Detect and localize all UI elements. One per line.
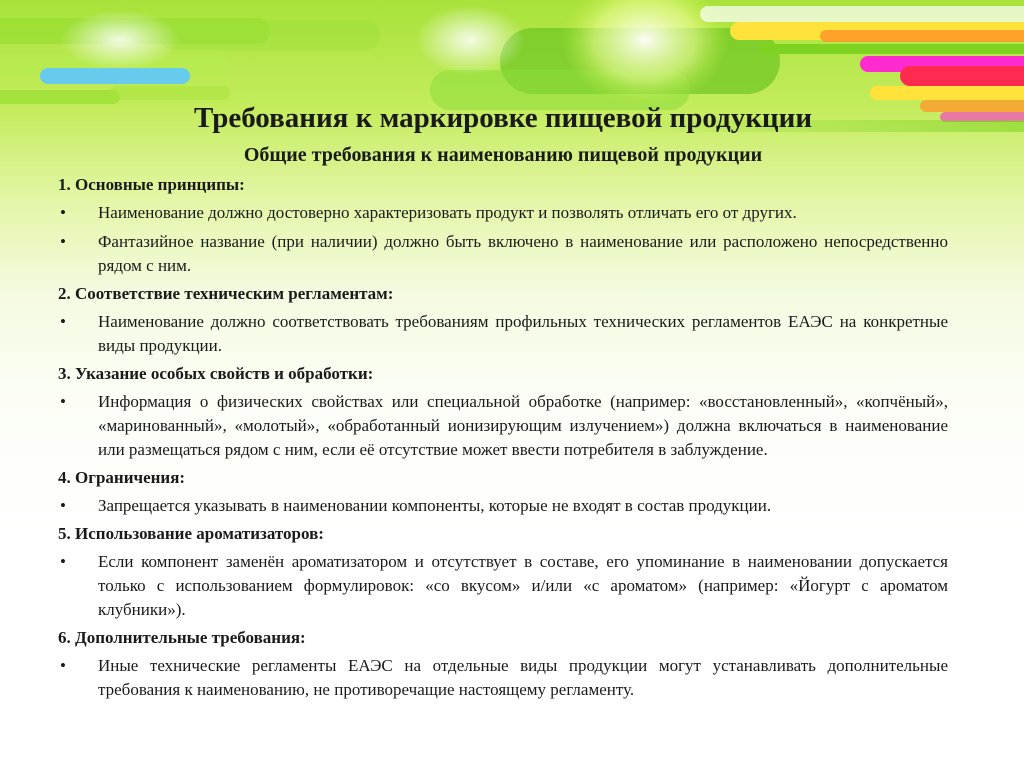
- deco-stripe: [760, 44, 1024, 54]
- bullet-marker: •: [60, 203, 66, 222]
- section-flavourings: [58, 523, 948, 622]
- section-special-properties: [58, 363, 948, 462]
- bullet-text: Наименование должно достоверно характеризовать продукт и позволять отличать его от других.: [98, 203, 797, 222]
- section-heading: 1. Основные принципы:: [58, 175, 245, 194]
- section-regulations: [58, 283, 948, 358]
- bullet-text: Если компонент заменён ароматизатором и отсутствует в составе, его упоминание в наименовании допускается только с использованием формулировок: «со вкусом» и/или «с ароматом» (например: «Йогурт с ароматом клубники»).: [98, 552, 948, 619]
- section-additional: [58, 627, 948, 702]
- deco-glow: [60, 10, 180, 70]
- section-restrictions: [58, 467, 948, 518]
- bullet-item: [58, 494, 948, 518]
- section-heading: 4. Ограничения:: [58, 468, 186, 487]
- bullet-item: [58, 390, 948, 462]
- deco-bar: [40, 68, 190, 84]
- section-heading: 3. Указание особых свойств и обработки:: [58, 364, 374, 383]
- bullet-marker: •: [60, 392, 66, 411]
- section-heading: 6. Дополнительные требования:: [58, 628, 306, 647]
- deco-stripe: [900, 66, 1024, 86]
- bullet-item: [58, 550, 948, 622]
- deco-bar: [160, 20, 380, 50]
- slide-content: [58, 100, 948, 707]
- deco-bar: [110, 86, 230, 100]
- bullet-marker: •: [60, 552, 66, 571]
- deco-stripe: [700, 6, 1024, 22]
- bullet-text: Иные технические регламенты ЕАЭС на отдельные виды продукции могут устанавливать дополнительные требования к наименованию, не противоречащие настоящему регламенту.: [98, 656, 948, 699]
- deco-stripe: [820, 30, 1024, 42]
- bullet-item: [58, 654, 948, 702]
- bullet-marker: •: [60, 496, 66, 515]
- deco-glow: [415, 5, 525, 75]
- section-principles: [58, 174, 948, 278]
- slide-title: Требования к маркировке пищевой продукции: [193, 102, 813, 134]
- bullet-marker: •: [60, 312, 66, 331]
- section-heading: 5. Использование ароматизаторов:: [58, 524, 324, 543]
- bullet-text: Фантазийное название (при наличии) должно быть включено в наименование или расположено непосредственно рядом с ним.: [98, 232, 948, 275]
- bullet-item: [58, 230, 948, 278]
- bullet-marker: •: [60, 656, 66, 675]
- bullet-marker: •: [60, 232, 66, 251]
- section-heading: 2. Соответствие техническим регламентам:: [58, 284, 394, 303]
- bullet-text: Информация о физических свойствах или специальной обработке (например: «восстановленный», «копчёный», «маринованный», «молотый», «обработанный ионизирующим излучением») должна включаться в наименование или размещаться рядом с ним, если её отсутствие может ввести потребителя в заблуждение.: [98, 392, 948, 459]
- bullet-item: [58, 310, 948, 358]
- slide-subtitle: Общие требования к наименованию пищевой продукции: [243, 144, 763, 166]
- bullet-text: Запрещается указывать в наименовании компоненты, которые не входят в состав продукции.: [98, 496, 772, 515]
- bullet-item: [58, 201, 948, 225]
- deco-stripe: [870, 86, 1024, 100]
- bullet-text: Наименование должно соответствовать требованиям профильных технических регламентов ЕАЭС на конкретные виды продукции.: [98, 312, 948, 355]
